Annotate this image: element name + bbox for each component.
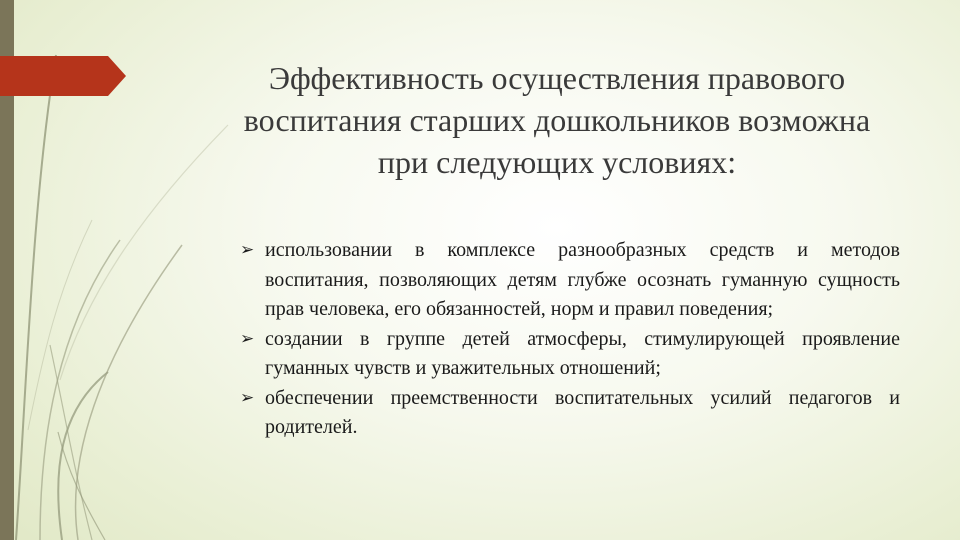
slide-title: Эффективность осуществления правового воспитания старших дошкольников возможна при следующих условиях: <box>243 60 871 180</box>
arrow-bullet-icon: ➢ <box>240 387 255 408</box>
title-arrow-shape <box>0 56 130 96</box>
bullet-list <box>240 236 900 443</box>
bullet-item <box>240 236 900 325</box>
bullet-item <box>240 384 900 443</box>
arrow-bullet-icon: ➢ <box>240 240 255 260</box>
bullet-text: обеспечении преемственности воспитательных усилий педагогов и родителей. <box>265 386 900 438</box>
bullet-item <box>240 325 900 384</box>
arrow-bullet-icon: ➢ <box>240 328 255 349</box>
bullet-text: использовании в комплексе разнообразных средств и методов воспитания, позволяющих детям глубже осознать гуманную сущность прав человека, его обязанностей, норм и правил поведения; <box>265 239 900 320</box>
bullet-text: создании в группе детей атмосферы, стимулирующей проявление гуманных чувств и уважительных отношений; <box>265 327 900 379</box>
